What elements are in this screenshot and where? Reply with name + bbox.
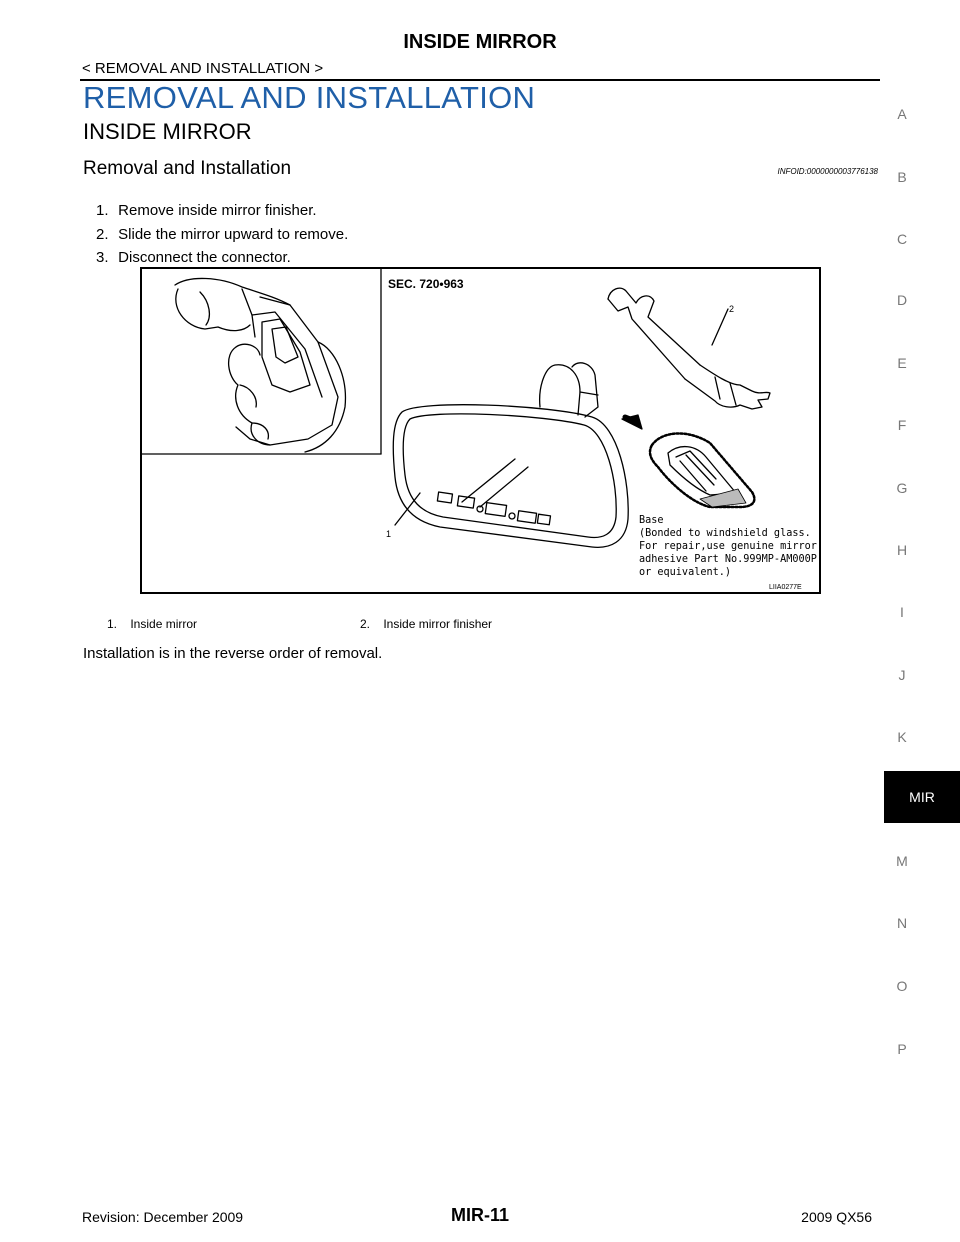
procedure-steps bbox=[96, 201, 348, 272]
section-title: REMOVAL AND INSTALLATION bbox=[83, 80, 536, 115]
callout-2-label: 2 bbox=[729, 304, 735, 314]
model-label: 2009 QX56 bbox=[801, 1209, 872, 1225]
section-reference-label: SEC. 720•963 bbox=[388, 277, 464, 291]
adhesive-base-drawing bbox=[650, 433, 754, 507]
side-tab-k[interactable]: K bbox=[897, 729, 907, 745]
legend-item: 2. Inside mirror finisher bbox=[360, 617, 493, 631]
step-text: Slide the mirror upward to remove. bbox=[118, 225, 349, 243]
side-tab-e[interactable]: E bbox=[897, 355, 907, 371]
page-number: MIR-11 bbox=[450, 1205, 510, 1225]
closing-note: Installation is in the reverse order of removal. bbox=[83, 645, 383, 662]
info-id: INFOID:0000000003776138 bbox=[777, 167, 878, 176]
topic-title: Removal and Installation bbox=[83, 158, 292, 179]
callout-1-label: 1 bbox=[386, 529, 392, 539]
side-tab-d[interactable]: D bbox=[896, 292, 908, 308]
breadcrumb: < REMOVAL AND INSTALLATION > bbox=[82, 60, 324, 77]
side-tab-b[interactable]: B bbox=[897, 169, 907, 185]
side-tab-j[interactable]: J bbox=[898, 667, 906, 683]
step-text: Remove inside mirror finisher. bbox=[118, 202, 317, 219]
legend-item: 1. Inside mirror bbox=[107, 617, 198, 631]
step-number: 1. bbox=[96, 202, 109, 219]
subsection-title: INSIDE MIRROR bbox=[83, 119, 252, 144]
side-tab-p[interactable]: P bbox=[897, 1041, 907, 1057]
step-item bbox=[96, 225, 348, 249]
side-tab-m[interactable]: M bbox=[896, 853, 908, 869]
side-tab-c[interactable]: C bbox=[896, 231, 908, 247]
base-note: Base (Bonded to windshield glass. For repair,use genuine mirror adhesive Part No.999MP-AM000P or equivalent.) bbox=[639, 515, 817, 578]
side-tab-i[interactable]: I bbox=[900, 604, 904, 620]
step-number: 3. bbox=[96, 249, 109, 266]
side-tab-mir-active[interactable]: MIR bbox=[884, 771, 960, 823]
side-tab-g[interactable]: G bbox=[896, 480, 908, 496]
figure-code: LIIA0277E bbox=[769, 584, 802, 591]
side-tab-o[interactable]: O bbox=[896, 978, 908, 994]
mirror-finisher-drawing bbox=[608, 288, 770, 409]
side-tab-f[interactable]: F bbox=[897, 417, 907, 433]
step-item bbox=[96, 201, 348, 225]
mirror-drawing bbox=[393, 363, 628, 547]
step-number: 2. bbox=[96, 225, 109, 243]
page-header-title: INSIDE MIRROR bbox=[403, 31, 557, 53]
side-tab-h[interactable]: H bbox=[896, 542, 908, 558]
side-tab-a[interactable]: A bbox=[897, 106, 907, 122]
step-text: Disconnect the connector. bbox=[118, 249, 291, 266]
side-tab-n[interactable]: N bbox=[896, 915, 908, 931]
hand-connector-drawing bbox=[175, 278, 345, 452]
revision-label: Revision: December 2009 bbox=[82, 1209, 244, 1225]
